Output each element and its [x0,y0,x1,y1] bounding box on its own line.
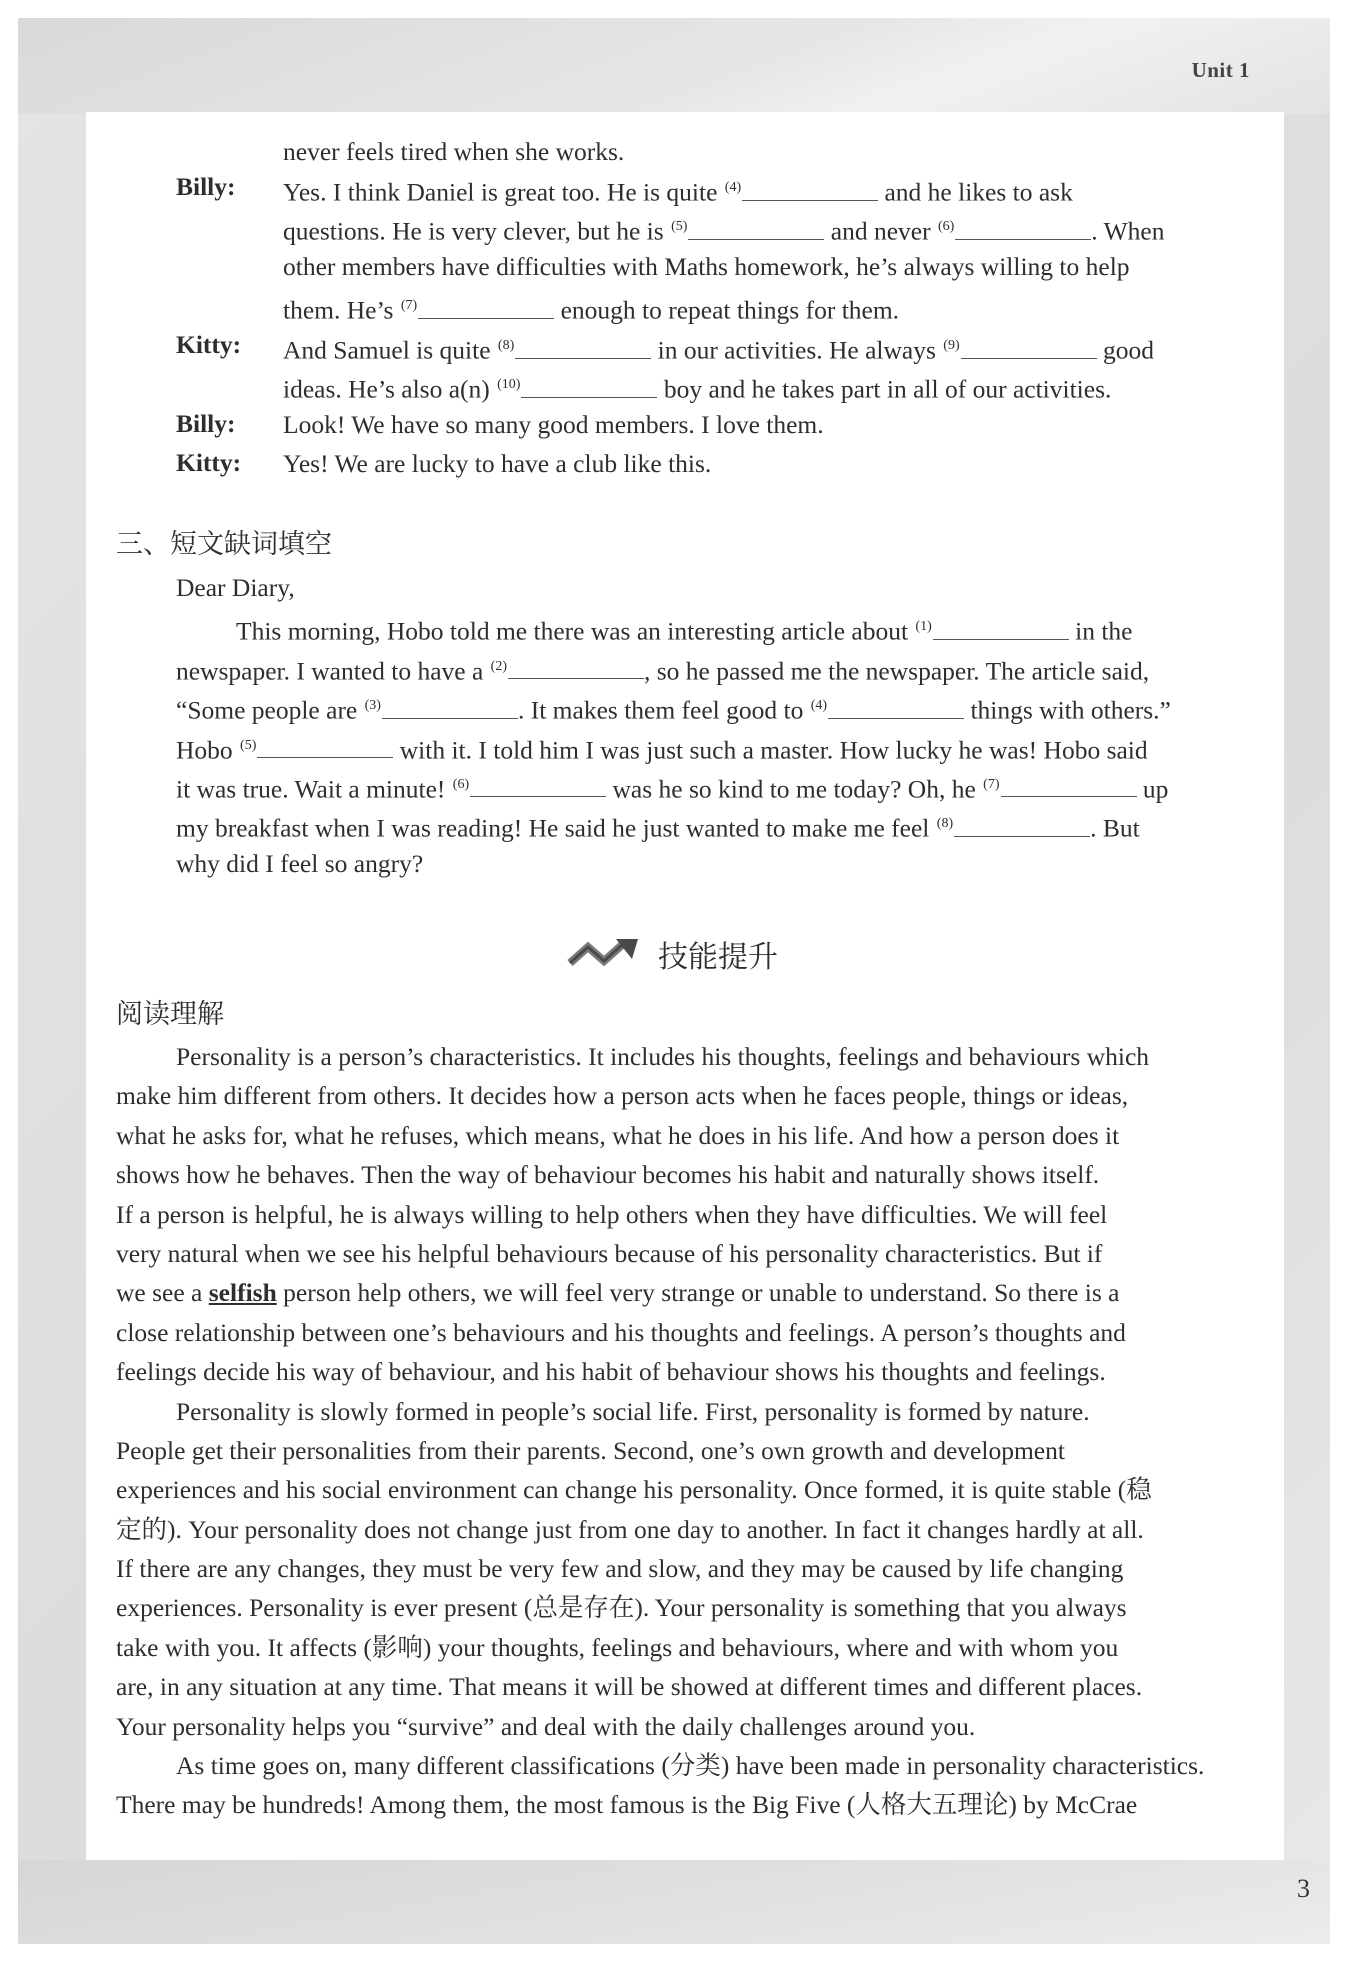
text-line: it was true. Wait a minute! $^{(6)}$ was he so kind to me today? Oh, he $^{(7)}$ up [176,774,1169,804]
speaker-label: Kitty: [176,448,242,477]
answer-blank[interactable] [955,215,1091,240]
text-line: feelings decide his way of behaviour, and his habit of behaviour shows his thoughts and feelings. [116,1357,1106,1387]
page-number: 3 [1297,1874,1310,1903]
answer-blank[interactable] [828,694,964,719]
text-line: newspaper. I wanted to have a $^{(2)}$ , so he passed me the newspaper. The article said, [176,656,1150,686]
dialogue-continuation [283,132,624,171]
unit-label: Unit 1 [1191,58,1250,82]
speaker-label: Kitty: [176,330,242,359]
blank-number: (9) [943,338,960,353]
text-line: Yes! We are lucky to have a club like this. [283,449,712,478]
dialogue-billy-2 [283,405,824,444]
answer-blank[interactable] [933,615,1069,640]
text-line: Personality is slowly formed in people’s social life. First, personality is formed by nature. [176,1396,1090,1426]
blank-number: (6) [937,219,955,235]
text-line: This morning, Hobo told me there was an interesting article about $^{(1)}$ in the [236,616,1133,646]
text-line: what he asks for, what he refuses, which means, what he does in his life. And how a person does it [116,1120,1120,1150]
dialogue-kitty-1 [283,326,1154,405]
answer-blank[interactable] [382,694,518,719]
text-line: shows how he behaves. Then the way of behaviour becomes his habit and naturally shows itself. [116,1160,1100,1190]
section-title-reading: 阅读理解 [116,999,224,1030]
text-line: why did I feel so angry? [176,848,424,878]
text-line: There may be hundreds! Among them, the most famous is the Big Five (人格大五理论) by McCrae [116,1790,1138,1820]
blank-number: (5) [240,737,257,753]
answer-blank[interactable] [521,373,657,398]
header-band [18,18,1330,114]
text-line: Look! We have so many good members. I love them. [283,410,824,439]
text-line: Your personality helps you “survive” and deal with the daily challenges around you. [116,1711,976,1741]
answer-blank[interactable] [954,812,1090,837]
blank-number: (6) [452,776,470,792]
text-line: other members have difficulties with Maths homework, he’s always willing to help [283,251,1130,281]
answer-blank[interactable] [418,294,554,319]
answer-blank[interactable] [515,334,651,359]
text-line: my breakfast when I was reading! He said he just wanted to make me feel $^{(8)}$ . But [176,813,1140,843]
text-line: Hobo $^{(5)}$ with it. I told him I was just such a master. How lucky he was! Hobo said [176,735,1148,765]
text-line: them. He’s $^{(7)}$ enough to repeat things for them. [283,295,900,325]
dialogue-kitty-2 [283,444,711,483]
answer-blank[interactable] [742,176,878,201]
diary-text [176,568,1171,883]
answer-blank[interactable] [961,334,1097,359]
blank-number: (4) [724,180,742,195]
text-line: If a person is helpful, he is always willing to help others when they have difficulties. We will feel [116,1199,1108,1229]
blank-number: (5) [671,219,688,235]
text-line: People get their personalities from their parents. Second, one’s own growth and development [116,1435,1065,1465]
blank-number: (1) [915,619,932,635]
blank-number: (7) [400,298,418,314]
skills-banner-title: 技能提升 [658,940,778,975]
blank-number: (8) [497,338,515,353]
text-line: close relationship between one’s behaviours and his thoughts and feelings. A person’s thoughts and [116,1317,1126,1347]
section-title-cloze: 三、短文缺词填空 [116,529,332,560]
skills-banner [566,934,778,974]
answer-blank[interactable] [257,733,393,758]
text-line: And Samuel is quite $^{(8)}$ in our activities. He always $^{(9)}$ good [283,335,1154,365]
answer-blank[interactable] [1001,772,1137,797]
text-line: very natural when we see his helpful behaviours because of his personality characteristics. But if [116,1238,1103,1268]
speaker-label: Billy: [176,172,236,201]
text-line: “Some people are $^{(3)}$ . It makes them feel good to $^{(4)}$ things with others.” [176,695,1171,725]
text-line: Yes. I think Daniel is great too. He is quite $^{(4)}$ and he likes to ask [283,177,1073,207]
blank-number: (3) [364,698,381,714]
blank-number: (4) [810,698,828,714]
blank-number: (7) [983,776,1000,792]
footer-band [18,1860,1330,1944]
text-line: are, in any situation at any time. That means it will be showed at different times and different places. [116,1672,1143,1702]
text-line: make him different from others. It decides how a person acts when he faces people, things or ideas, [116,1081,1129,1111]
text-line: If there are any changes, they must be very few and slow, and they may be caused by life changing [116,1554,1124,1584]
text-line: questions. He is very clever, but he is $^{(5)}$ and never $^{(6)}$ . When [283,216,1165,246]
underlined-word: selfish [208,1278,277,1308]
blank-number: (2) [490,658,507,674]
text-line: experiences. Personality is ever present (总是存在). Your personality is something that you always [116,1593,1127,1623]
dialogue-billy-1 [283,168,1164,326]
text-line: never feels tired when she works. [283,137,625,166]
text-line: 定的). Your personality does not change just from one day to another. In fact it changes hardly at all. [116,1514,1144,1544]
answer-blank[interactable] [470,772,606,797]
text-line: Personality is a person’s characteristics. It includes his thoughts, feelings and behaviours which [176,1042,1150,1071]
text-line: As time goes on, many different classifications (分类) have been made in personality characteristics. [176,1751,1205,1781]
text-line: Dear Diary, [176,573,295,602]
answer-blank[interactable] [688,215,824,240]
blank-number: (10) [497,377,521,393]
answer-blank[interactable] [508,654,644,679]
text-line: ideas. He’s also a(n) $^{(10)}$ boy and he takes part in all of our activities. [283,374,1112,404]
text-line: take with you. It affects (影响) your thoughts, feelings and behaviours, where and with whom you [116,1632,1119,1662]
zigzag-arrow-icon [566,937,646,971]
speaker-label: Billy: [176,409,236,438]
blank-number: (8) [936,816,954,832]
text-line: we see a selfish person help others, we will feel very strange or unable to understand. So there is a [116,1278,1120,1308]
reading-passage [116,1037,1256,1825]
text-line: experiences and his social environment can change his personality. Once formed, it is quite stable (稳 [116,1475,1152,1505]
